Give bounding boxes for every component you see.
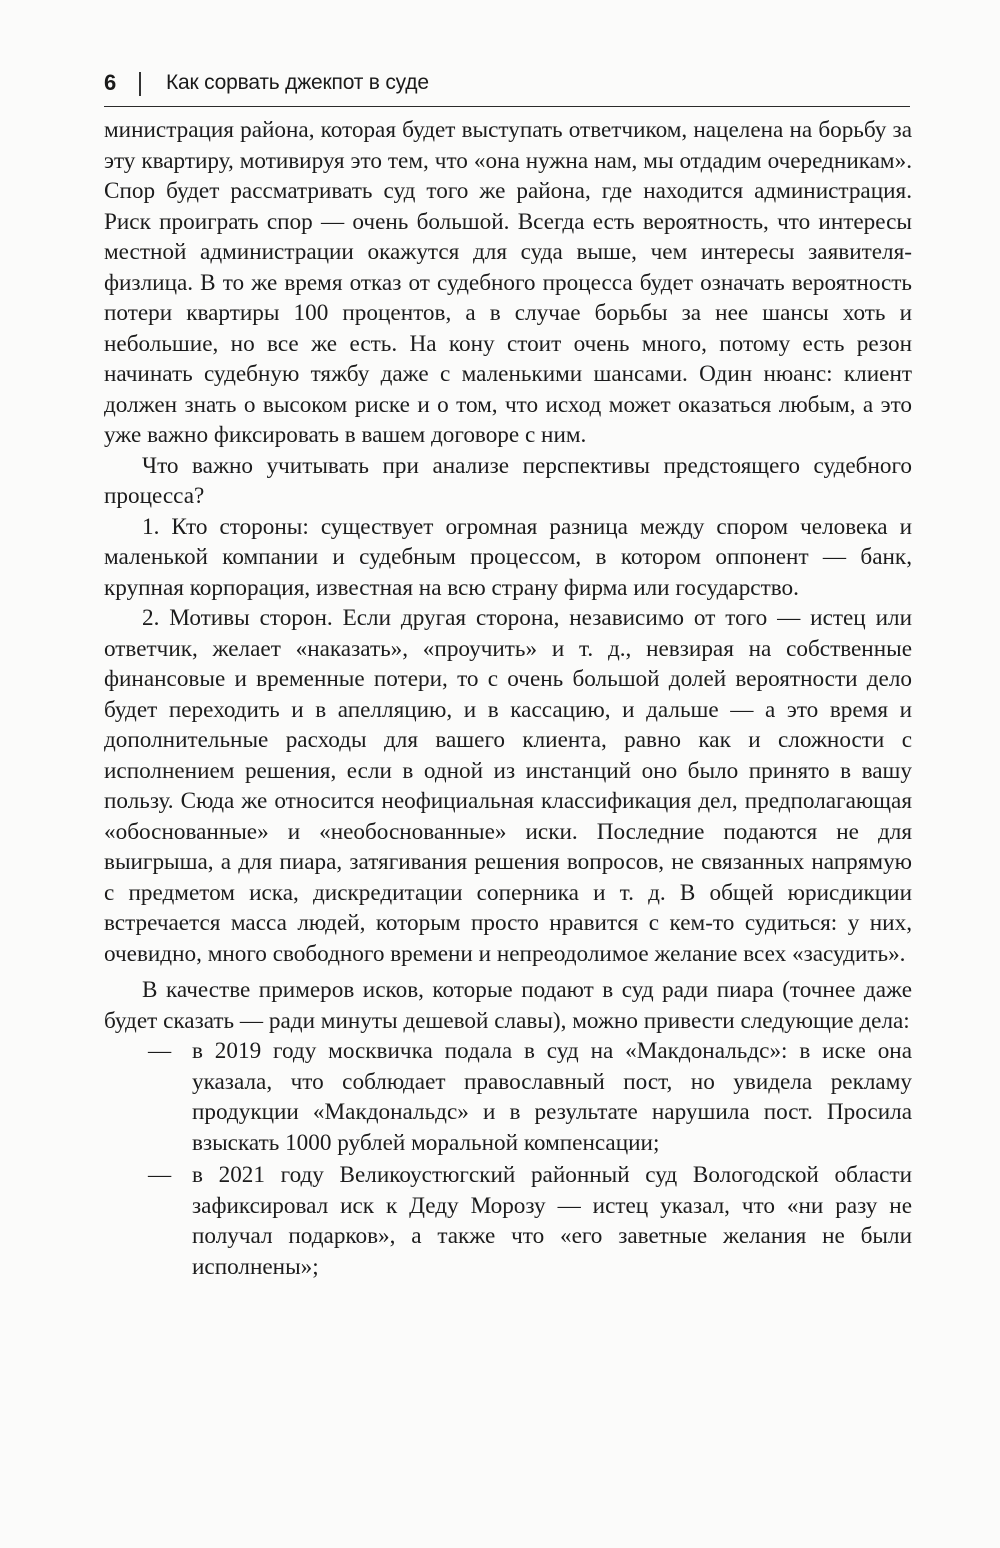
list-item (104, 1036, 912, 1158)
list-item-text: в 2021 году Великоустюгский районный суд Вологодской области зафиксировал иск к Деду Морозу — истец указал, что «ни разу не получал подарков», а также что «его заветные желания не были исполнены»; (192, 1162, 912, 1280)
paragraph-examples-intro: В качестве примеров исков, которые подают в суд ради пиара (точнее даже будет сказать — ради минуты дешевой славы), можно привести следующие дела: (104, 977, 912, 1034)
paragraph-point-2: 2. Мотивы сторон. Если другая сторона, независимо от того — истец или ответчик, желает «наказать», «проучить» и т. д., невзирая на собственные финансовые и временные потери, то с очень большой долей вероятности дело будет переходить и в апелляцию, и в кассацию, и дальше — а это время и дополнительные расходы для вашего клиента, равно как и сложности с исполнением решения, если в одной из инстанций оно было принято в вашу пользу. Сюда же относится неофициальная классификация дел, предполагающая «обоснованные» и «необоснованные» иски. Последние подаются не для выигрыша, а для пиара, затягивания решения вопросов, не связанных напрямую с предметом иска, дискредитации соперника и т. д. В общей юрисдикции встречается масса людей, которым просто нравится с кем-то судиться: у них, очевидно, много свободного времени и непреодолимое желание всех «засудить». (104, 605, 912, 967)
book-title: Как сорвать джекпот в суде (166, 71, 429, 94)
list-dash: — (148, 1162, 172, 1188)
paragraph-continued: министрация района, которая будет выступать ответчиком, нацелена на борьбу за эту квартиру, мотивируя это тем, что «она нужна нам, мы отдадим очередникам». Спор будет рассматривать суд того же района, где находится администрация. Риск проиграть спор — очень большой. Всегда есть вероятность, что интересы местной администрации окажутся для суда выше, чем интересы заявителя-физлица. В то же время отказ от судебного процесса будет означать вероятность потери квартиры 100 процентов, а в случае борьбы за нее шансы хоть и небольшие, но все же есть. На кону стоит очень много, потому есть резон начинать судебную тяжбу даже с маленькими шансами. Один нюанс: клиент должен знать о высоком риске и о том, что исход может оказаться любым, а это уже важно фиксировать в вашем договоре с ним. (104, 117, 912, 448)
paragraph-point-1: 1. Кто стороны: существует огромная разница между спором человека и маленькой компании и судебным процессом, в котором оппонент — банк, крупная корпорация, известная на всю страну фирма или государство. (104, 513, 912, 601)
page-number: 6 (104, 70, 117, 95)
body-text (104, 115, 912, 1284)
examples-list (104, 1036, 912, 1282)
list-dash: — (148, 1038, 172, 1064)
running-header (104, 66, 910, 107)
paragraph-question: Что важно учитывать при анализе перспективы предстоящего судебного процесса? (104, 452, 912, 509)
list-item (104, 1160, 912, 1282)
header-separator (139, 72, 141, 96)
list-item-text: в 2019 году москвичка подала в суд на «Макдональдс»: в иске она указала, что соблюдает православный пост, но увидела рекламу продукции «Макдональдс» и в результате нарушила пост. Просила взыскать 1000 рублей моральной компенсации; (192, 1038, 912, 1156)
